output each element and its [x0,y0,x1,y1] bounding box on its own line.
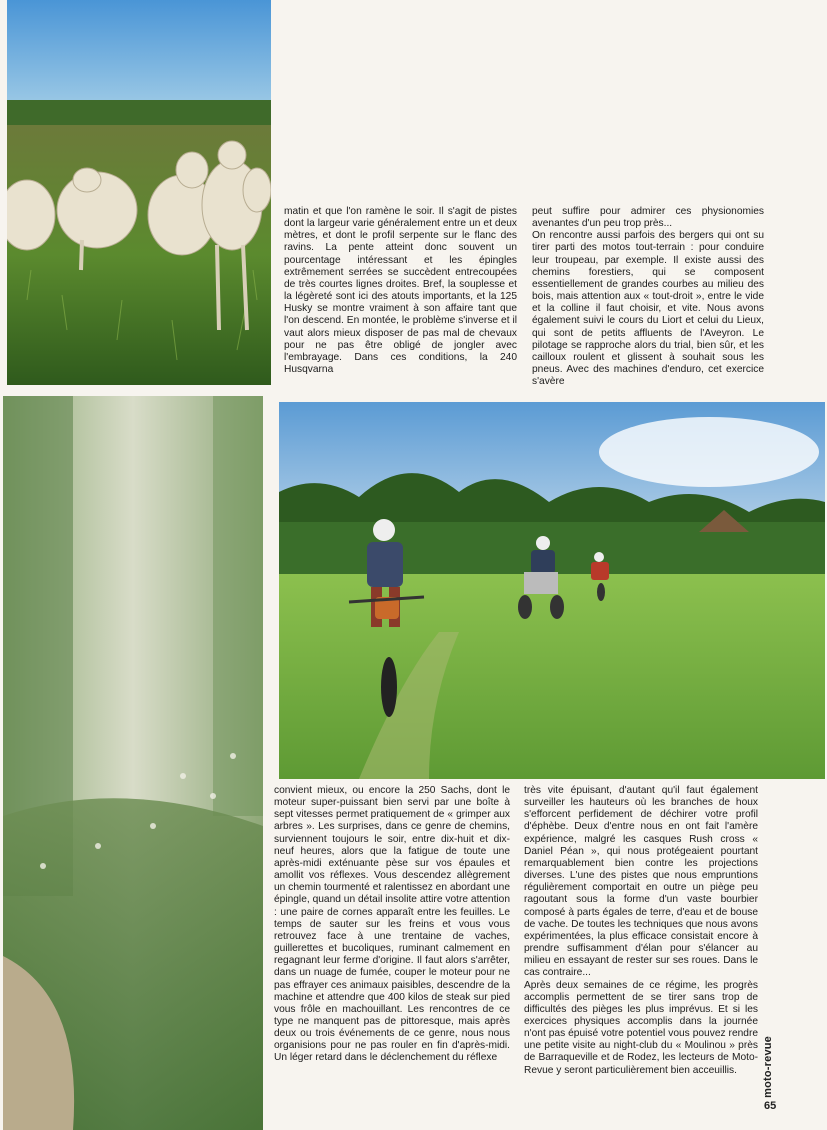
paragraph: très vite épuisant, d'autant qu'il faut également surveiller les hauteurs où les branches de houx s'efforcent perfidement de déchirer votre profil d'éphèbe. Deux d'entre nous en ont fait l'amère expérience, malgré les casques Rush cross « Daniel Péan », qui nous protégeaient pourtant remarquablement bien contre les projections diverses. L'une des pistes que nous empruntions régulièrement comportait en outre un piège peu ragoutant sous la forme d'un vaste bourbier composé à parts égales de terre, d'eau et de bouse de vache. De toutes les techniques que nous avons expérimentées, la plus efficace consistait encore à prendre suffisamment d'élan pour s'élancer au milieu en essayant de rester sur ses roues. Dans le cas contraire... [524,785,758,979]
magazine-name: moto-revue [762,1036,774,1098]
sheep-photo [7,0,271,385]
paragraph: Après deux semaines de ce régime, les progrès accomplis permettent de se tirer sans trop de difficultés des pièges les plus imprévus. Et si les exercices physiques accomplis dans la journée n'ont pas épuisé votre potentiel vous pouvez rendre une petite visite au night-club du « Moulinou » près de Barraqueville et de Rodez, les lecteurs de Moto-Revue y seront particulièrement bien acceuillis. [524,979,758,1076]
paragraph: matin et que l'on ramène le soir. Il s'agit de pistes dont la largeur varie généralement entre un et deux mètres, et dont le profil serpente sur le flanc des ravins. La pente atteint donc souvent un pourcentage intéressant et les épingles extrêmement serrées se succèdent entrecoupées de très courtes lignes droites. Bref, la souplesse et la légèreté sont ici des atouts importants, et la 125 Husky se montre vraiment à son affaire tant que l'on descend. En montée, le problème s'inverse et il vaut alors mieux disposer de pas mal de chevaux pour ne pas être obligé de jongler avec l'embrayage. Dans ces conditions, la 240 Husqvarna [284,206,517,376]
text-column-bottom-right [524,785,758,1077]
dust-trail-photo [3,396,263,1130]
text-column-bottom-left [274,785,510,1065]
paragraph: On rencontre aussi parfois des bergers qui ont su tirer parti des motos tout-terrain : pour conduire leur troupeau, par exemple. Il existe aussi des chemins forestiers, qui se composent essentiellement de grandes courbes au milieu des bois, mais attention aux « tout-droit », entre le vide et la colline il faut choisir, et vite. Nous avons également suivi le cours du Liort et celui du Lieux, qui sont de petits affluents de l'Aveyron. Le pilotage se rapproche alors du trial, bien sûr, et les cailloux roulent et glissent à souhait sous les pneus. Avec des machines d'enduro, cet exercice s'avère [532,230,764,388]
text-column-top-left [284,206,517,376]
paragraph: peut suffire pour admirer ces physionomies avenantes d'un peu trop près... [532,206,764,230]
paragraph: convient mieux, ou encore la 250 Sachs, dont le moteur super-puissant bien servi par une boîte à sept vitesses permet pratiquement de « grimper aux arbres ». Les surprises, dans ce genre de chemins, surviennent toujours le soir, entre dix-huit et dix-neuf heures, alors que la fatigue de toute une après-midi exténuante pèse sur vos épaules et amollit vos réflexes. Vous descendez allègrement un chemin tourmenté et ralentissez en abordant une épingle, quand un détail insolite attire votre attention : une paire de cornes apparaît entre les feuilles. Le temps de sauter sur les freins et vous vous retrouvez face à une trentaine de vaches, guillerettes et bucoliques, ruminant calmement en regagnant leur ferme d'origine. Il faut alors s'arrêter, dans un nuage de fumée, couper le moteur pour ne pas effrayer ces animaux paisibles, descendre de la machine et attendre que 400 kilos de steak sur pied vous frôle en machouillant. Les rencontres de ce type ne manquent pas de pittoresque, mais après deux ou trois événements de ce genre, nous nous organisions pour ne pas rouler en fin d'après-midi. Un léger retard dans le déclenchement du réflexe [274,785,510,1064]
motorcycles-photo [279,402,825,779]
page-number: 65 [764,1100,777,1112]
text-column-top-right [532,206,764,388]
